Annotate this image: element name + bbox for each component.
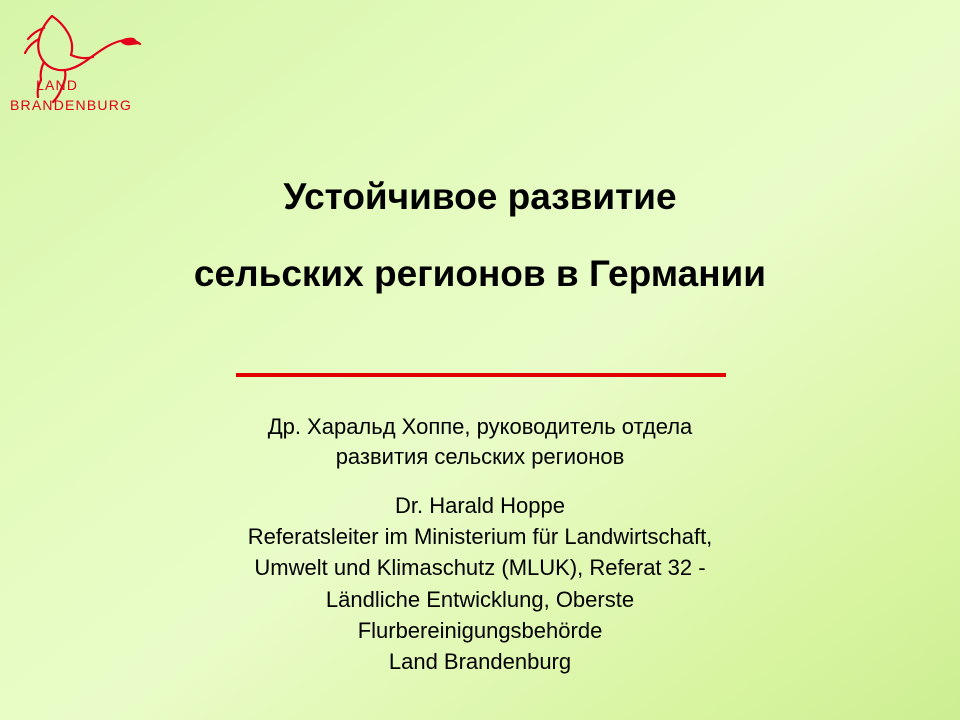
subtitle-ru-line-1: Др. Харальд Хоппе, руководитель отдела	[267, 414, 693, 439]
subtitle-de-line-6: Land Brandenburg	[388, 649, 572, 675]
subtitle-ru-line-2: развития сельских регионов	[335, 443, 625, 469]
subtitle-de-line-2: Referatsleiter im Ministerium für Landwirtschaft,	[247, 524, 713, 550]
title-line-1: Устойчивое развитие	[283, 176, 677, 217]
title-divider	[236, 373, 726, 377]
title-line-2: сельских регионов в Германии	[193, 252, 767, 294]
subtitle-de-line-1: Dr. Harald Hoppe	[395, 493, 565, 518]
logo-text-line1: LAND	[36, 77, 79, 93]
subtitle-de-line-3: Umwelt und Klimaschutz (MLUK), Referat 32 -	[254, 555, 706, 581]
subtitle-de-line-4: Ländliche Entwicklung, Oberste	[325, 586, 635, 612]
subtitle-de-line-5: Flurbereinigungsbehörde	[357, 617, 603, 643]
slide-title	[0, 178, 960, 294]
subtitle-german	[0, 490, 960, 677]
land-brandenburg-logo	[8, 8, 168, 118]
subtitle-russian	[0, 412, 960, 471]
logo-text-line2: BRANDENBURG	[10, 97, 133, 113]
